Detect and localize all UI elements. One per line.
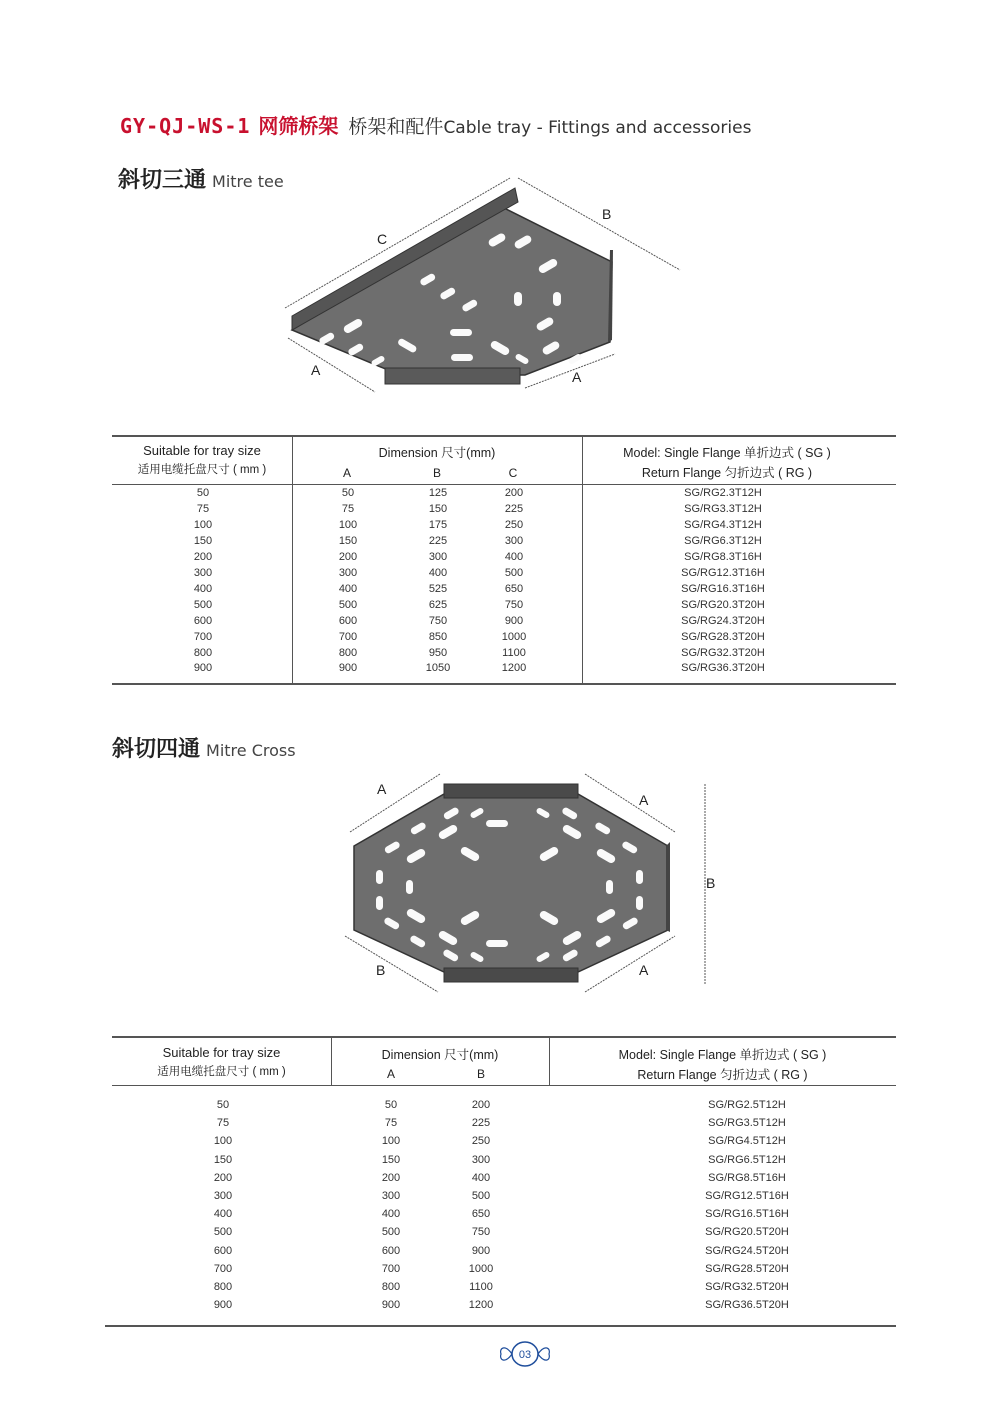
page-number-ornament xyxy=(495,1338,555,1370)
table-cell: 900 xyxy=(338,662,358,675)
dim-label-a-right: A xyxy=(572,369,582,385)
table-cell: 200 xyxy=(471,1099,491,1111)
table2-col1-header xyxy=(112,1045,331,1079)
table-cell: 500 xyxy=(471,1190,491,1202)
table-cell: 50 xyxy=(196,487,210,499)
table-cell: 225 xyxy=(504,502,524,515)
table-cell: SG/RG36.5T20H xyxy=(705,1299,789,1312)
table-cell: 850 xyxy=(428,630,448,643)
table-cell: 700 xyxy=(338,630,358,643)
table-cell: 900 xyxy=(193,662,213,675)
table-row xyxy=(112,519,896,535)
table-row xyxy=(112,1281,896,1299)
table-row xyxy=(112,583,896,599)
table-cell: 200 xyxy=(504,487,524,499)
table1-dimension-header: Dimension 尺寸(mm) xyxy=(378,446,496,460)
table-cell: 150 xyxy=(338,534,358,547)
col1-header-zh: 适用电缆托盘尺寸 ( mm ) xyxy=(137,464,267,476)
table-cell: 225 xyxy=(428,534,448,547)
table-row xyxy=(112,599,896,615)
table-cell: 50 xyxy=(216,1099,230,1111)
dim-label-b-right: B xyxy=(706,875,716,891)
table-cell: 950 xyxy=(428,646,448,659)
table-cell: SG/RG2.5T12H xyxy=(708,1099,786,1111)
model-header-line1: Model: Single Flange 单折边式 ( SG ) xyxy=(618,1048,827,1062)
table-cell: 300 xyxy=(338,566,358,579)
dim-label-b-bl: B xyxy=(376,962,386,978)
table-row xyxy=(112,647,896,663)
table-cell: 250 xyxy=(471,1135,491,1148)
table1-model-header xyxy=(582,443,872,483)
table-cell: 300 xyxy=(193,566,213,579)
table-row xyxy=(112,1172,896,1190)
table-cell: 75 xyxy=(341,502,355,515)
table-row xyxy=(112,1190,896,1208)
table-cell: SG/RG16.5T16H xyxy=(705,1208,789,1221)
table-cell: 500 xyxy=(213,1226,233,1239)
product-code: GY-QJ-WS-1 xyxy=(120,114,251,138)
table-cell: 175 xyxy=(428,518,448,531)
mitre-cross-diagram xyxy=(340,770,730,995)
table-cell: 75 xyxy=(216,1117,230,1130)
table1-bottom-rule xyxy=(112,683,896,685)
section-title-en: Mitre Cross xyxy=(206,741,296,760)
dim-label-c: C xyxy=(377,231,388,247)
table-cell: 1000 xyxy=(468,1262,494,1275)
table1-col1-header xyxy=(112,443,292,477)
table-cell: 225 xyxy=(471,1117,491,1130)
table1-col-c: C xyxy=(508,466,518,480)
table-row xyxy=(112,487,896,503)
section-title-mitre-cross xyxy=(112,732,296,763)
table-cell: 900 xyxy=(213,1299,233,1312)
table-cell: 200 xyxy=(193,550,213,563)
table-cell: SG/RG12.3T16H xyxy=(681,566,765,579)
table-cell: 100 xyxy=(193,518,213,531)
table-cell: 600 xyxy=(193,614,213,627)
table-cell: 400 xyxy=(338,582,358,595)
table2-dimension-header: Dimension 尺寸(mm) xyxy=(381,1048,499,1062)
table-cell: SG/RG8.5T16H xyxy=(708,1171,786,1184)
table-row xyxy=(112,551,896,567)
table-cell: 150 xyxy=(381,1153,401,1166)
model-header-line2: Return Flange 匀折边式 ( RG ) xyxy=(637,1068,808,1082)
table1-col-b: B xyxy=(432,466,441,480)
table-cell: 500 xyxy=(381,1226,401,1239)
table-cell: 600 xyxy=(213,1244,233,1257)
table-cell: 1200 xyxy=(501,662,527,675)
table-cell: SG/RG36.3T20H xyxy=(681,662,765,675)
table-cell: 900 xyxy=(504,614,524,627)
table-cell: 200 xyxy=(213,1171,233,1184)
table-cell: SG/RG4.3T12H xyxy=(684,518,762,531)
table-cell: 500 xyxy=(338,598,358,611)
table2-col-b: B xyxy=(476,1067,485,1081)
table-cell: SG/RG20.3T20H xyxy=(681,598,765,611)
table-cell: 300 xyxy=(504,534,524,547)
table-cell: 125 xyxy=(428,487,448,499)
table-row xyxy=(112,1208,896,1226)
table-cell: SG/RG20.5T20H xyxy=(705,1226,789,1239)
table-cell: SG/RG32.5T20H xyxy=(705,1281,789,1293)
table-cell: 400 xyxy=(504,550,524,563)
table-cell: 625 xyxy=(428,598,448,611)
table-row xyxy=(112,1135,896,1153)
table-cell: 800 xyxy=(338,646,358,659)
col1-header-zh: 适用电缆托盘尺寸 ( mm ) xyxy=(157,1066,286,1078)
table-cell: 750 xyxy=(428,614,448,627)
table-cell: SG/RG3.3T12H xyxy=(684,502,762,515)
table-cell: SG/RG8.3T16H xyxy=(684,550,762,563)
table-cell: SG/RG12.5T16H xyxy=(705,1190,789,1202)
page-number: 03 xyxy=(518,1349,532,1361)
table-cell: 800 xyxy=(381,1281,401,1293)
table-cell: 75 xyxy=(384,1117,398,1130)
col1-header-en: Suitable for tray size xyxy=(162,1045,281,1060)
table-cell: 400 xyxy=(213,1208,233,1221)
table-cell: 400 xyxy=(428,566,448,579)
table2-col-a: A xyxy=(386,1067,395,1081)
table-cell: 650 xyxy=(504,582,524,595)
table-cell: 100 xyxy=(338,518,358,531)
section-title-zh: 斜切三通 xyxy=(118,168,207,193)
dim-label-b: B xyxy=(602,206,612,222)
table-cell: 50 xyxy=(384,1099,398,1111)
table-cell: 400 xyxy=(193,582,213,595)
table-row xyxy=(112,503,896,519)
table-cell: SG/RG24.5T20H xyxy=(705,1244,789,1257)
table-cell: SG/RG16.3T16H xyxy=(681,582,765,595)
table-row xyxy=(112,1245,896,1263)
table2-bottom-rule xyxy=(105,1325,896,1327)
table-cell: 500 xyxy=(193,598,213,611)
table-cell: 1200 xyxy=(468,1299,494,1312)
table-cell: 800 xyxy=(213,1281,233,1293)
table-cell: 50 xyxy=(341,487,355,499)
model-header-line1: Model: Single Flange 单折边式 ( SG ) xyxy=(623,446,831,460)
table-row xyxy=(112,615,896,631)
table-cell: 1100 xyxy=(469,1281,493,1293)
table-cell: 700 xyxy=(193,630,213,643)
table-cell: SG/RG24.3T20H xyxy=(681,614,765,627)
table-cell: 750 xyxy=(504,598,524,611)
table-cell: 250 xyxy=(504,518,524,531)
table-row xyxy=(112,1117,896,1135)
table-row xyxy=(112,662,896,678)
mitre-tee-diagram xyxy=(270,170,710,410)
table-cell: 525 xyxy=(428,582,448,595)
dim-label-a-left: A xyxy=(311,362,321,378)
table-cell: 400 xyxy=(471,1171,491,1184)
subtitle-zh: 桥架和配件 xyxy=(348,116,444,138)
table1-top-rule xyxy=(112,435,896,437)
table-cell: SG/RG32.3T20H xyxy=(681,646,765,659)
table-cell: 1100 xyxy=(502,646,526,659)
table-cell: 150 xyxy=(213,1153,233,1166)
table2-model-header xyxy=(549,1045,896,1085)
table-cell: 800 xyxy=(193,646,213,659)
table-cell: SG/RG3.5T12H xyxy=(708,1117,786,1130)
table-cell: 300 xyxy=(213,1190,233,1202)
dim-label-a-br: A xyxy=(639,962,649,978)
section-title-en: Mitre tee xyxy=(212,172,284,191)
table-row xyxy=(112,1299,896,1317)
table-cell: SG/RG28.5T20H xyxy=(705,1262,789,1275)
page-header xyxy=(120,110,751,139)
table-cell: 700 xyxy=(213,1262,233,1275)
table-cell: 1050 xyxy=(425,662,451,675)
table-cell: 200 xyxy=(338,550,358,563)
table-cell: SG/RG28.3T20H xyxy=(681,630,765,643)
table-cell: 100 xyxy=(213,1135,233,1148)
table-cell: 200 xyxy=(381,1171,401,1184)
table-cell: 900 xyxy=(471,1244,491,1257)
table-cell: 150 xyxy=(193,534,213,547)
table1-col-a: A xyxy=(342,466,351,480)
table-cell: 650 xyxy=(471,1208,491,1221)
table-cell: 300 xyxy=(471,1153,491,1166)
table-cell: 600 xyxy=(338,614,358,627)
table-row xyxy=(112,1099,896,1117)
table-cell: 150 xyxy=(428,502,448,515)
model-header-line2: Return Flange 匀折边式 ( RG ) xyxy=(641,466,813,480)
table-cell: SG/RG2.3T12H xyxy=(684,487,762,499)
table-cell: 1000 xyxy=(501,630,527,643)
dim-label-a-tl: A xyxy=(377,781,387,797)
table-cell: 900 xyxy=(381,1299,401,1312)
table-cell: SG/RG6.5T12H xyxy=(708,1153,786,1166)
table-row xyxy=(112,1154,896,1172)
dim-label-a-tr: A xyxy=(639,792,649,808)
table-cell: SG/RG6.3T12H xyxy=(684,534,762,547)
table-row xyxy=(112,1263,896,1281)
table-row xyxy=(112,535,896,551)
table-row xyxy=(112,567,896,583)
table-cell: 100 xyxy=(381,1135,401,1148)
table-cell: 500 xyxy=(504,566,524,579)
table-cell: 600 xyxy=(381,1244,401,1257)
table2-top-rule xyxy=(112,1036,896,1038)
table-row xyxy=(112,631,896,647)
table-cell: 750 xyxy=(471,1226,491,1239)
table2-header-rule xyxy=(112,1085,896,1086)
section-title-zh: 斜切四通 xyxy=(112,737,201,762)
table-cell: 300 xyxy=(381,1190,401,1202)
table-cell: 75 xyxy=(196,502,210,515)
col1-header-en: Suitable for tray size xyxy=(143,443,261,458)
table-cell: 300 xyxy=(428,550,448,563)
subtitle-en: Cable tray - Fittings and accessories xyxy=(443,118,752,138)
table1-header-rule xyxy=(112,484,896,485)
table-cell: 700 xyxy=(381,1262,401,1275)
table-cell: SG/RG4.5T12H xyxy=(708,1135,786,1148)
product-title-zh: 网筛桥架 xyxy=(258,114,339,138)
table-row xyxy=(112,1226,896,1244)
section-title-mitre-tee xyxy=(118,163,284,194)
table-cell: 400 xyxy=(381,1208,401,1221)
